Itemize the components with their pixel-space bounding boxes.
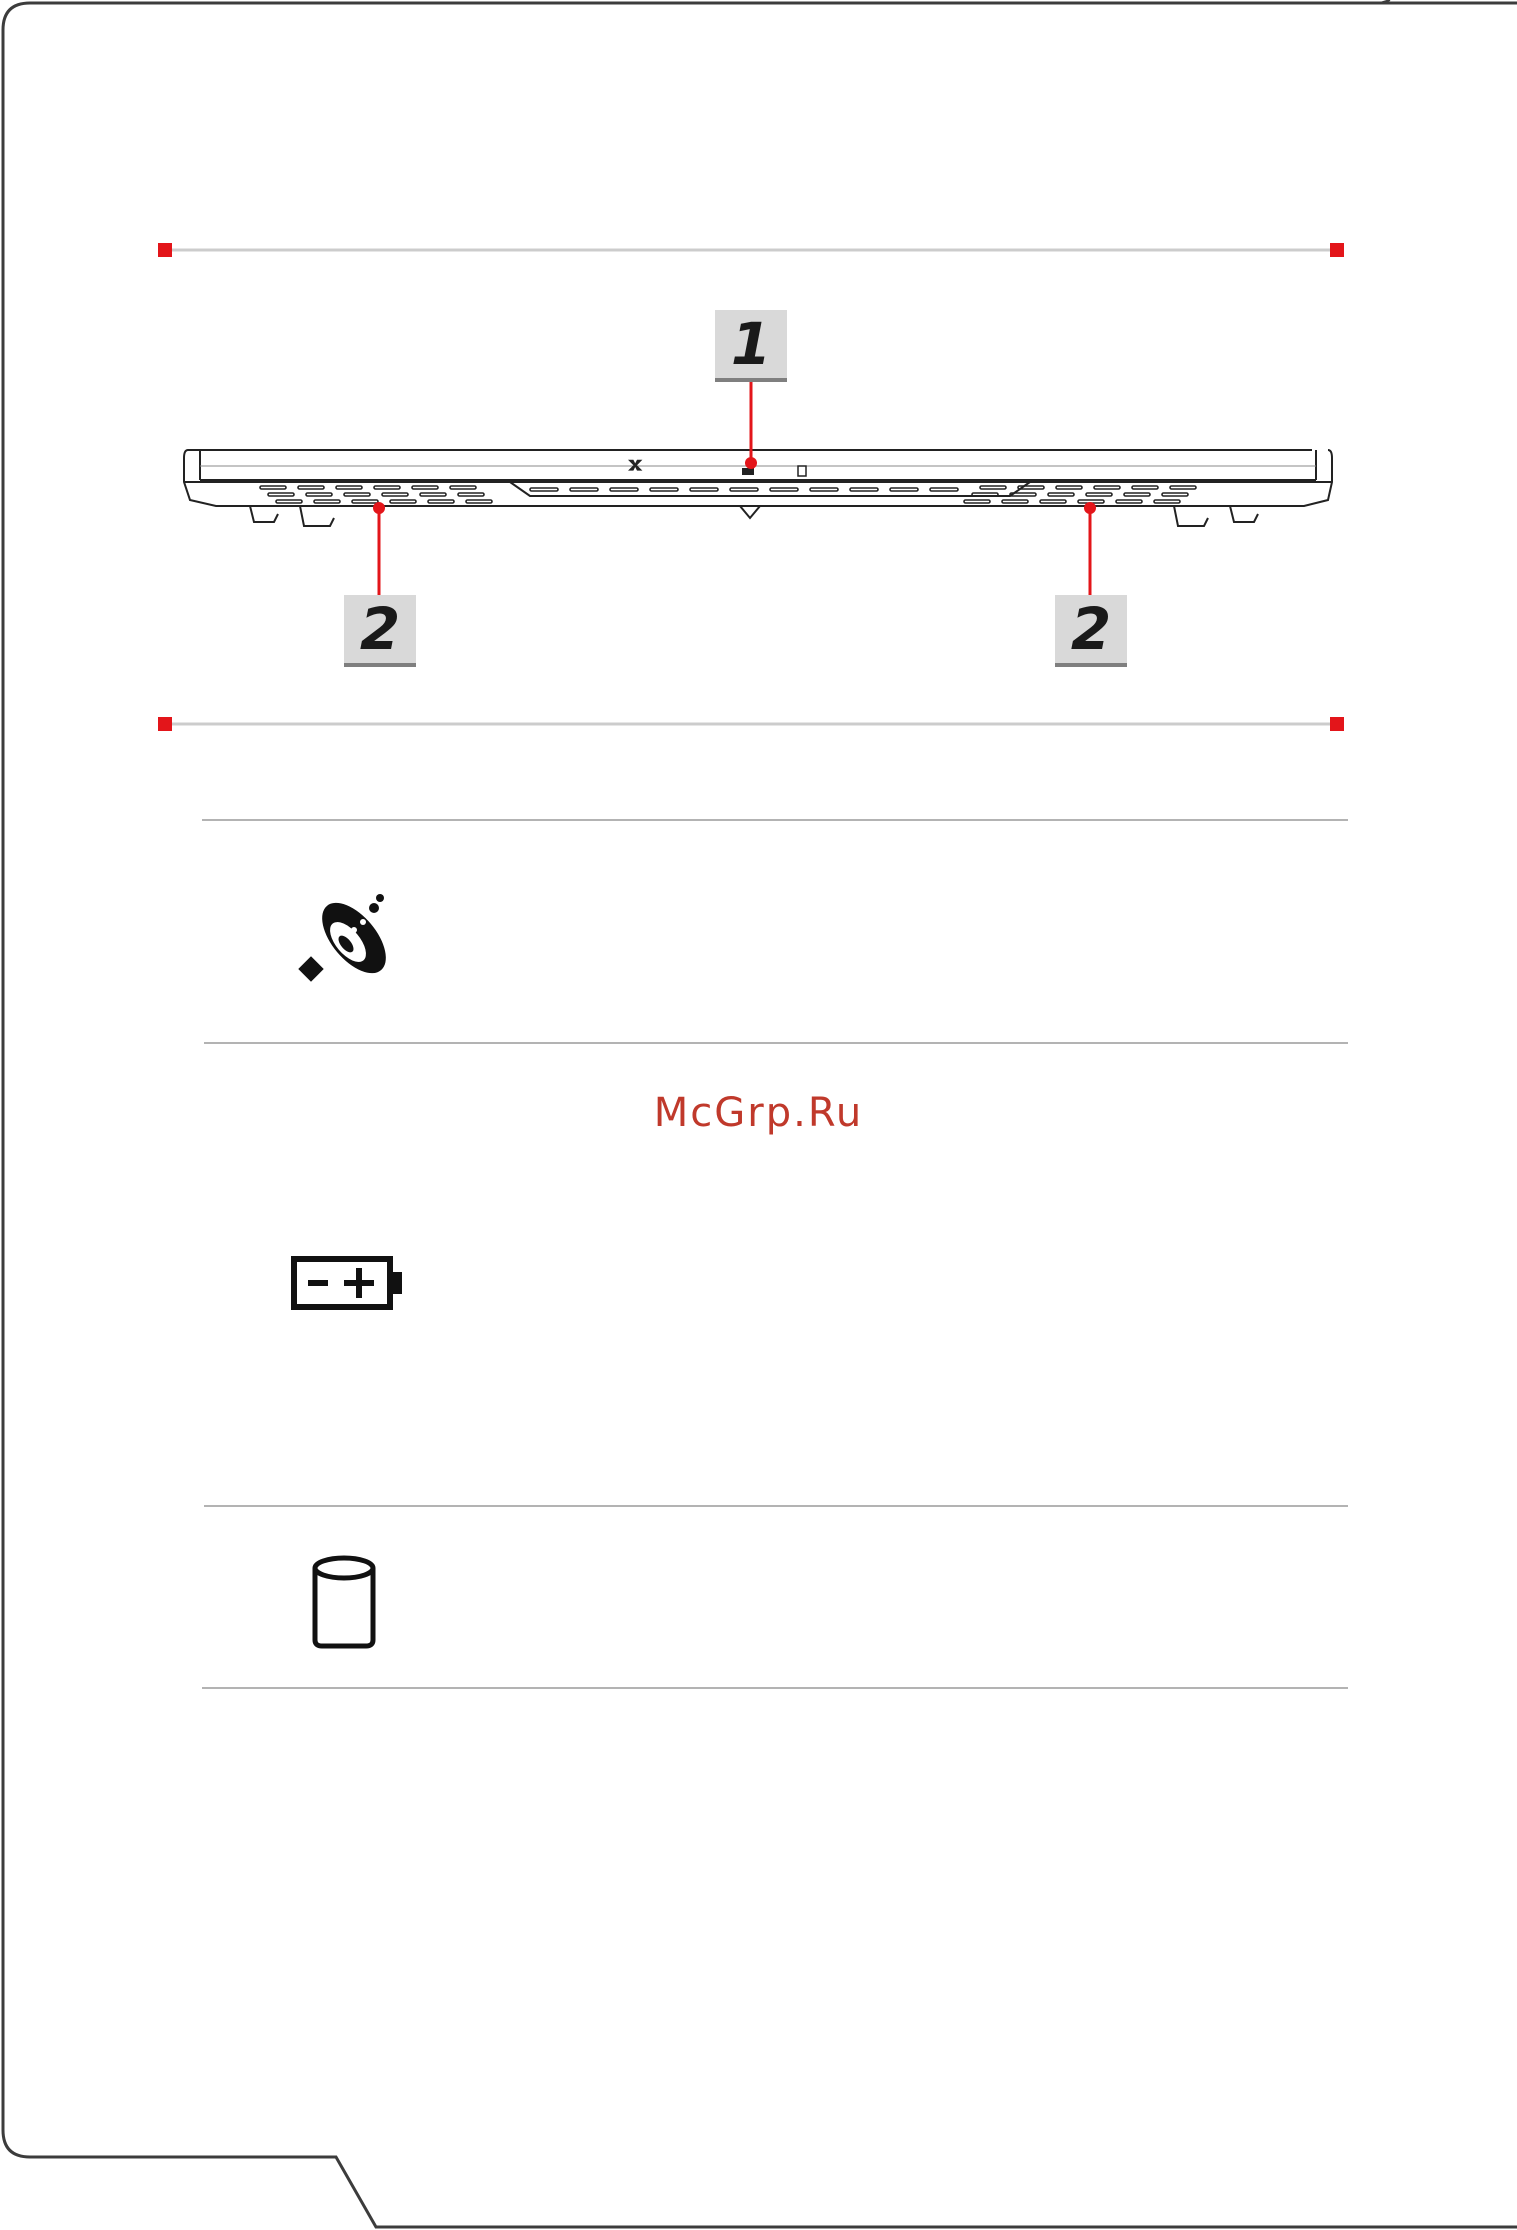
vent-slot bbox=[298, 486, 324, 489]
vent-slot bbox=[1124, 493, 1150, 496]
table-rule-row-1 bbox=[204, 1042, 1348, 1044]
vent-slot bbox=[1170, 486, 1196, 489]
vent-slot bbox=[1078, 500, 1104, 503]
vent-slot bbox=[530, 488, 558, 491]
wireless-lan-icon bbox=[296, 890, 396, 990]
vent-slot bbox=[980, 486, 1006, 489]
vent-slot bbox=[1154, 500, 1180, 503]
vent-slot bbox=[260, 486, 286, 489]
vent-slot bbox=[810, 488, 838, 491]
vent-slot bbox=[306, 493, 332, 496]
vent-slot bbox=[336, 486, 362, 489]
vent-slot bbox=[390, 500, 416, 503]
vent-slot bbox=[268, 493, 294, 496]
vent-slot bbox=[420, 493, 446, 496]
battery-icon bbox=[290, 1255, 406, 1311]
vent-slot bbox=[650, 488, 678, 491]
vent-slot bbox=[1094, 486, 1120, 489]
vent-slot bbox=[930, 488, 958, 491]
watermark: McGrp.Ru bbox=[653, 1090, 864, 1136]
table-rule-bottom bbox=[202, 1687, 1348, 1689]
vent-slot bbox=[344, 493, 370, 496]
vent-slot bbox=[570, 488, 598, 491]
vent-slot bbox=[458, 493, 484, 496]
vent-slot bbox=[412, 486, 438, 489]
vent-slot bbox=[890, 488, 918, 491]
vent-slot bbox=[1048, 493, 1074, 496]
callout-label-1: 1 bbox=[715, 310, 787, 382]
vent-slot bbox=[1132, 486, 1158, 489]
table-rule-row-2 bbox=[204, 1505, 1348, 1507]
vent-slot bbox=[450, 486, 476, 489]
laptop-front-view bbox=[170, 430, 1350, 550]
vent-slot bbox=[1086, 493, 1112, 496]
vent-slot bbox=[972, 493, 998, 496]
vent-slot bbox=[1040, 500, 1066, 503]
vent-slot bbox=[964, 500, 990, 503]
figure-bottom-rule bbox=[150, 712, 1350, 736]
table-rule-top bbox=[202, 819, 1348, 821]
vent-slot bbox=[1116, 500, 1142, 503]
vent-slot bbox=[770, 488, 798, 491]
vent-slot bbox=[352, 500, 378, 503]
vent-slot bbox=[1002, 500, 1028, 503]
vent-slot bbox=[374, 486, 400, 489]
storage-drive-icon bbox=[304, 1552, 384, 1652]
vent-slot bbox=[428, 500, 454, 503]
vent-slot bbox=[276, 500, 302, 503]
vent-slot bbox=[382, 493, 408, 496]
figure-top-rule bbox=[150, 238, 1350, 262]
vent-slot bbox=[610, 488, 638, 491]
callout-label-2-left: 2 bbox=[344, 595, 416, 667]
vent-slot bbox=[690, 488, 718, 491]
vent-slot bbox=[1010, 493, 1036, 496]
vent-slot bbox=[1162, 493, 1188, 496]
vent-slot bbox=[466, 500, 492, 503]
vent-slot bbox=[730, 488, 758, 491]
callout-label-2-right: 2 bbox=[1055, 595, 1127, 667]
vent-slot bbox=[314, 500, 340, 503]
vent-slot bbox=[850, 488, 878, 491]
vent-slot bbox=[1056, 486, 1082, 489]
